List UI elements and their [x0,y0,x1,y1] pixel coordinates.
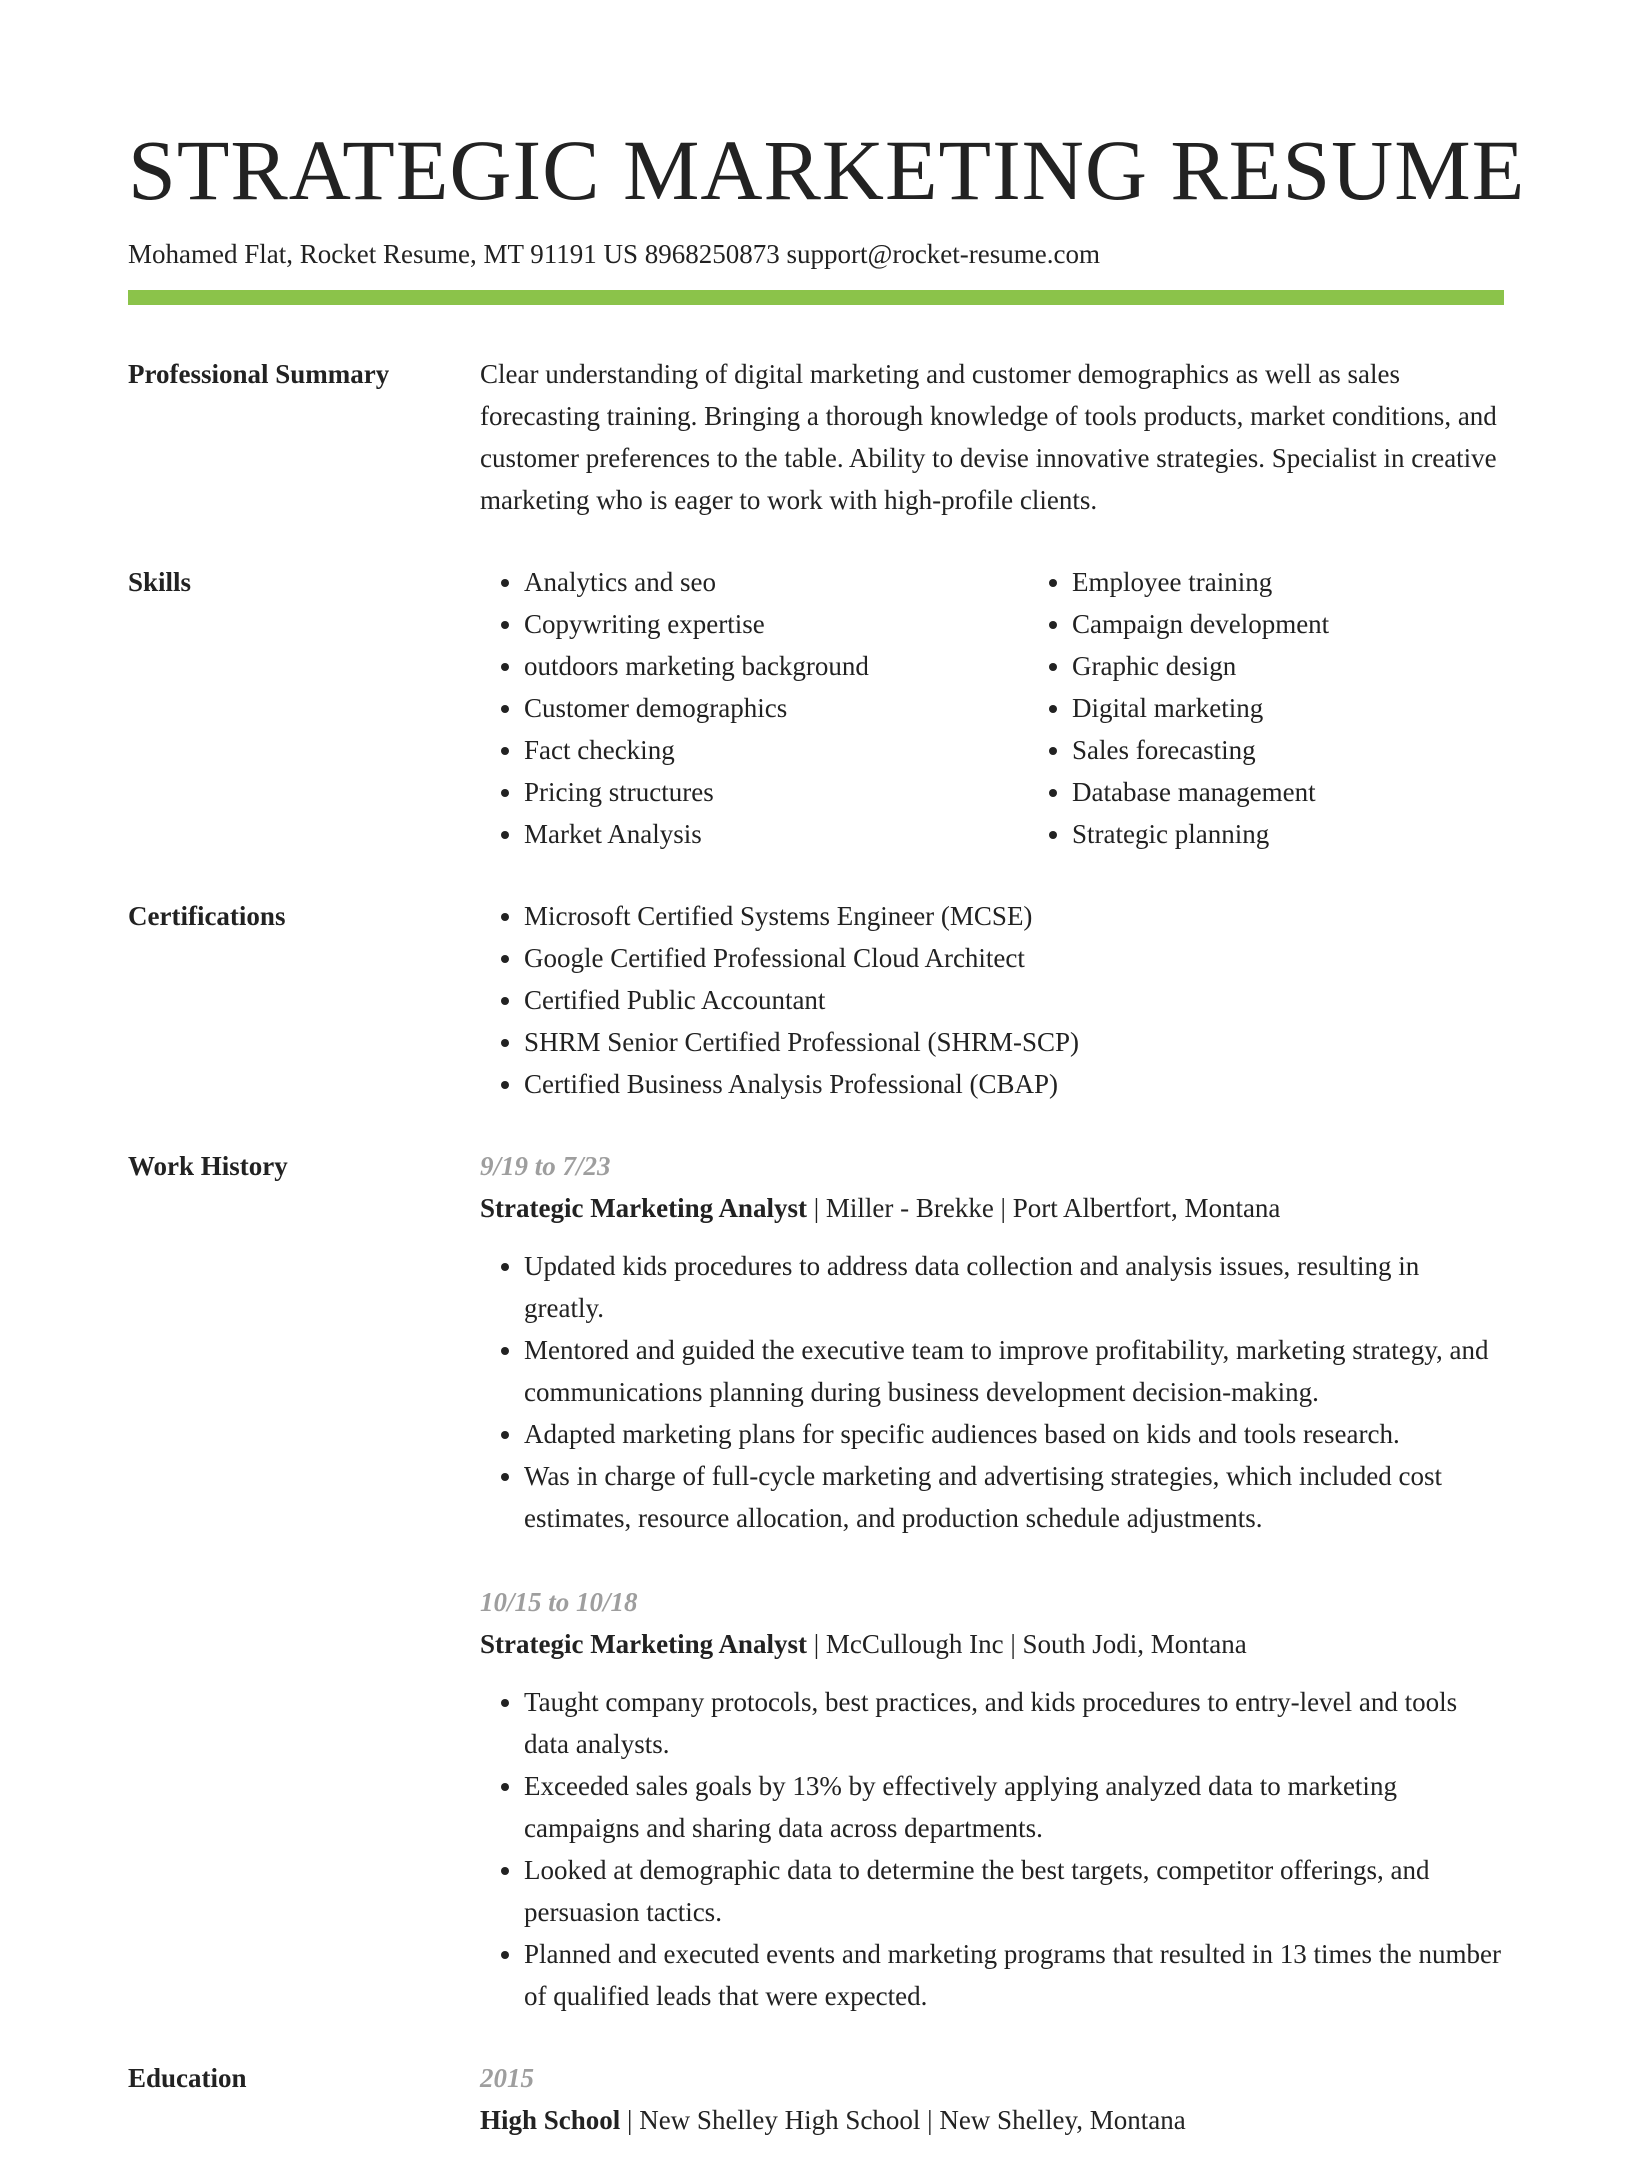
job-title: Strategic Marketing Analyst [480,1193,807,1223]
skill-item: • Customer demographics [524,687,1028,729]
skill-item: • Market Analysis [524,813,1028,855]
certification-item: • SHRM Senior Certified Professional (SHRM-SCP) [524,1021,1504,1063]
job-bullet: • Updated kids procedures to address data collection and analysis issues, resulting in greatly. [524,1245,1504,1329]
skill-item: • Fact checking [524,729,1028,771]
job-bullet: • Adapted marketing plans for specific audiences based on kids and tools research. [524,1413,1504,1455]
certification-item: • Microsoft Certified Systems Engineer (MCSE) [524,895,1504,937]
skill-item: • Database management [1072,771,1504,813]
skill-item: • Employee training [1072,561,1504,603]
skill-item: • Copywriting expertise [524,603,1028,645]
job-heading [480,1623,1504,1665]
education-heading [480,2099,1504,2141]
skill-item: • Sales forecasting [1072,729,1504,771]
section-label: Work History [128,1151,288,1181]
job-dates: 9/19 to 7/23 [480,1151,611,1181]
resume-sections [128,353,1504,2141]
job-bullet: • Was in charge of full-cycle marketing and advertising strategies, which included cost estimates, resource allocation, and production schedule adjustments. [524,1455,1504,1539]
job-bullet: • Exceeded sales goals by 13% by effectively applying analyzed data to marketing campaigns and sharing data across departments. [524,1765,1504,1849]
section-label: Skills [128,567,192,597]
skill-item: • Graphic design [1072,645,1504,687]
job-details: | McCullough Inc | South Jodi, Montana [806,1629,1247,1659]
certifications-list [480,895,1504,1105]
skills-columns [480,561,1504,855]
job-bullet: • Looked at demographic data to determine the best targets, competitor offerings, and persuasion tactics. [524,1849,1504,1933]
resume-title: STRATEGIC MARKETING RESUME [128,122,1526,218]
resume-page [128,0,1526,2181]
certification-item: • Certified Business Analysis Professional (CBAP) [524,1063,1504,1105]
job-bullets [480,1681,1504,2017]
certification-item: • Google Certified Professional Cloud Architect [524,937,1504,979]
job-details: | Miller - Brekke | Port Albertfort, Montana [806,1193,1281,1223]
job-bullets [480,1245,1504,1539]
job-entry [480,1145,1504,1539]
education-details: | New Shelley High School | New Shelley, Montana [620,2105,1186,2135]
skill-item: • Analytics and seo [524,561,1028,603]
section-body [480,895,1504,1105]
section-body [480,1145,1504,2017]
education-degree: High School [480,2105,621,2135]
skill-item: • Campaign development [1072,603,1504,645]
section-work-history [128,1145,1504,2017]
section-certifications [128,895,1504,1105]
section-label: Certifications [128,901,286,931]
contact-line: Mohamed Flat, Rocket Resume, MT 91191 US 8968250873 support@rocket-resume.com [128,239,1100,269]
education-dates: 2015 [480,2063,534,2093]
job-bullet: • Taught company protocols, best practices, and kids procedures to entry-level and tools data analysts. [524,1681,1504,1765]
section-label: Professional Summary [128,359,390,389]
job-entry [480,1581,1504,2017]
job-heading [480,1187,1504,1229]
skills-list-left [480,561,1028,855]
skill-item: • Digital marketing [1072,687,1504,729]
header-divider [128,290,1504,305]
summary-text: Clear understanding of digital marketing and customer demographics as well as sales forecasting training. Bringing a thorough knowledge of tools products, market conditions, and customer preferences to the table. Ability to devise innovative strategies. Specialist in creative marketing who is eager to work with high-profile clients. [480,359,1497,515]
job-title: Strategic Marketing Analyst [480,1629,807,1659]
certification-item: • Certified Public Accountant [524,979,1504,1021]
section-education [128,2057,1504,2141]
job-dates: 10/15 to 10/18 [480,1587,638,1617]
section-body [480,2057,1504,2141]
skills-list-right [1028,561,1504,855]
job-bullet: • Mentored and guided the executive team to improve profitability, marketing strategy, and communications planning during business development decision-making. [524,1329,1504,1413]
skill-item: • outdoors marketing background [524,645,1028,687]
skill-item: • Strategic planning [1072,813,1504,855]
section-label: Education [128,2063,247,2093]
section-body [480,353,1504,521]
section-skills [128,561,1504,855]
job-bullet: • Planned and executed events and marketing programs that resulted in 13 times the number of qualified leads that were expected. [524,1933,1504,2017]
skill-item: • Pricing structures [524,771,1028,813]
section-professional-summary [128,353,1504,521]
